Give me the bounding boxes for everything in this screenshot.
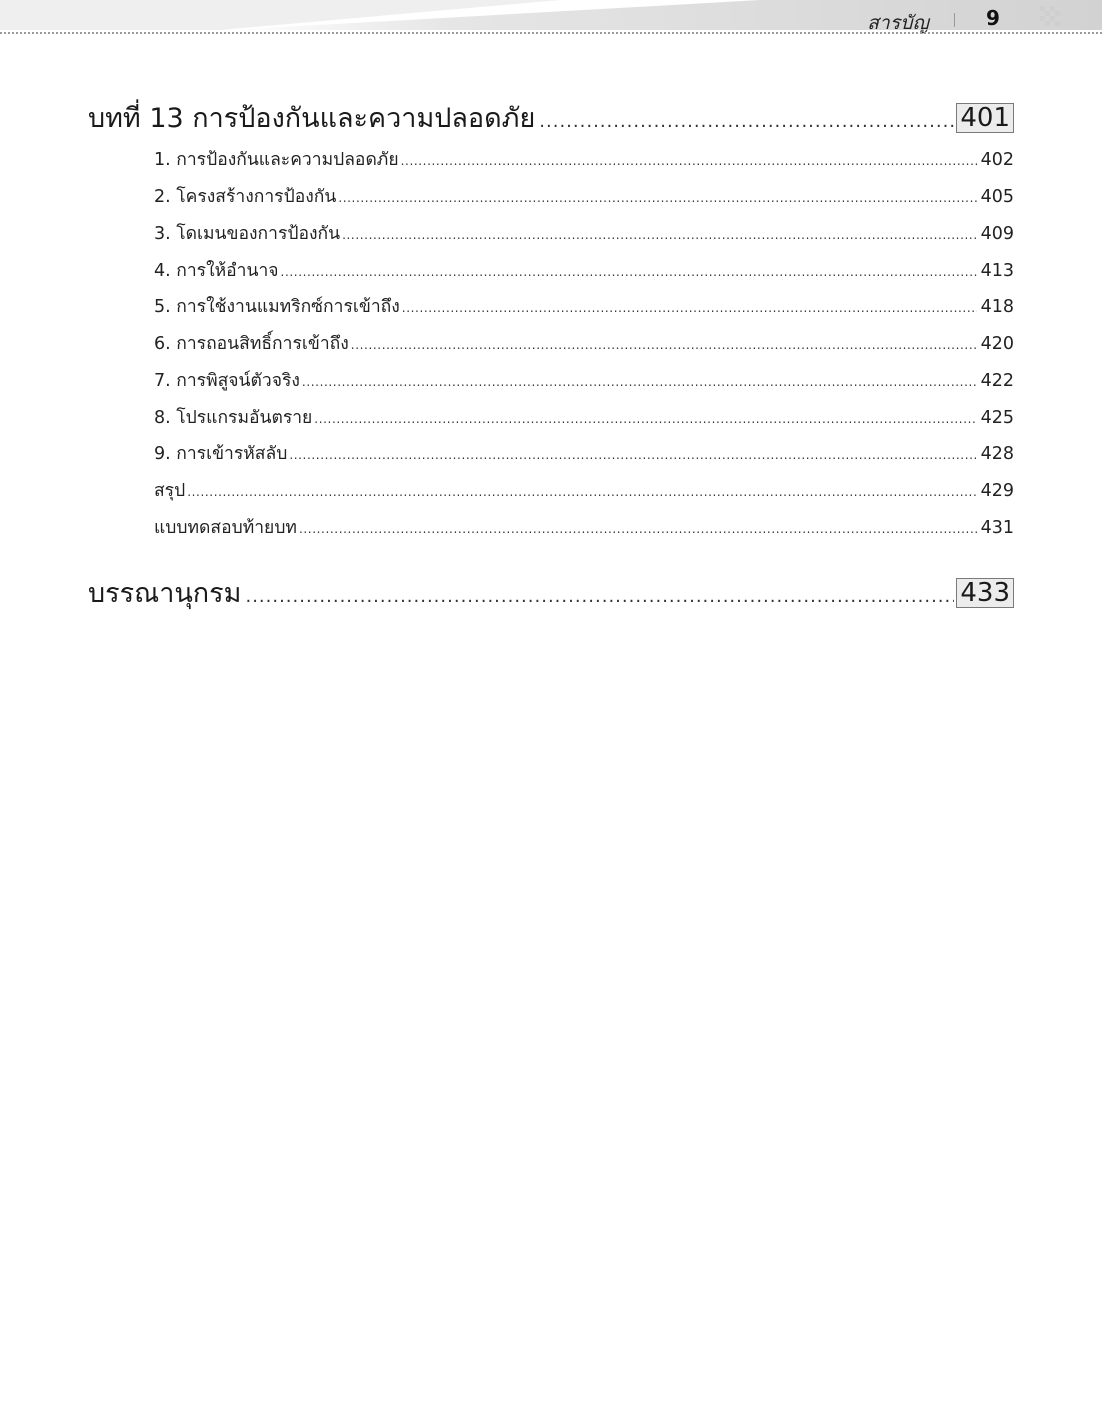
toc-entry [154, 183, 1014, 209]
toc-entry-title: 6. การถอนสิทธิ์การเข้าถึง [154, 334, 349, 354]
toc-entry [154, 293, 1014, 319]
toc-entry-page: 422 [980, 371, 1014, 391]
header-page-number: 9 [986, 6, 1000, 30]
toc-entry-title: 3. โดเมนของการป้องกัน [154, 224, 341, 244]
dot-leader [299, 518, 977, 540]
dot-leader [539, 109, 954, 135]
toc-entry [154, 477, 1014, 503]
toc-entry-title: แบบทดสอบท้ายบท [154, 518, 297, 538]
toc-entry-page: 428 [980, 444, 1014, 464]
toc-entry-title: 4. การให้อำนาจ [154, 261, 279, 281]
toc-entry [154, 220, 1014, 246]
toc-entry-page: 425 [980, 408, 1014, 428]
dot-leader [245, 584, 954, 610]
toc-entry-title: 9. การเข้ารหัสลับ [154, 444, 288, 464]
toc-entry-page: 418 [980, 297, 1014, 317]
toc-entry-page: 409 [980, 224, 1014, 244]
toc-entry-title: สรุป [154, 481, 186, 501]
toc-entry [154, 146, 1014, 172]
dot-leader [289, 444, 976, 466]
header-swoosh-graphic [0, 0, 1102, 40]
toc-entry [154, 257, 1014, 283]
toc-entry-title: 2. โครงสร้างการป้องกัน [154, 187, 337, 207]
toc-entry [154, 367, 1014, 393]
bibliography-title: บรรณานุกรม [88, 578, 242, 609]
running-head-title: สารบัญ [867, 12, 929, 34]
toc-entry [154, 404, 1014, 430]
dot-leader [302, 371, 977, 393]
dot-leader [187, 481, 976, 503]
toc-entry-page: 405 [980, 187, 1014, 207]
toc-entry-page: 413 [980, 261, 1014, 281]
toc-entry-title: 5. การใช้งานแมทริกซ์การเข้าถึง [154, 297, 400, 317]
dot-leader [342, 224, 977, 246]
toc-entry-title: 8. โปรแกรมอันตราย [154, 408, 313, 428]
dot-leader [351, 334, 977, 356]
toc-entry-page: 420 [980, 334, 1014, 354]
header-separator [954, 13, 955, 27]
dot-leader [314, 408, 976, 430]
dot-leader [401, 150, 977, 172]
toc-entry [154, 514, 1014, 540]
toc-entry-title: 7. การพิสูจน์ตัวจริง [154, 371, 300, 391]
chapter-page-box: 401 [956, 103, 1014, 133]
chapter-title: บทที่ 13 การป้องกันและความปลอดภัย [88, 103, 536, 134]
toc-entry-page: 429 [980, 481, 1014, 501]
toc-entry [154, 330, 1014, 356]
toc-entry-page: 402 [980, 150, 1014, 170]
header-band [0, 0, 1102, 40]
bibliography-page-box: 433 [956, 578, 1014, 608]
bibliography-row [88, 574, 1014, 610]
dot-leader [402, 297, 977, 319]
dot-leader [281, 261, 977, 283]
toc-entry-title: 1. การป้องกันและความปลอดภัย [154, 150, 399, 170]
header-dotted-rule [0, 32, 1102, 34]
chapter-heading-row [88, 99, 1014, 135]
toc-entry [154, 440, 1014, 466]
dot-leader [338, 187, 976, 209]
toc-entry-page: 431 [980, 518, 1014, 538]
